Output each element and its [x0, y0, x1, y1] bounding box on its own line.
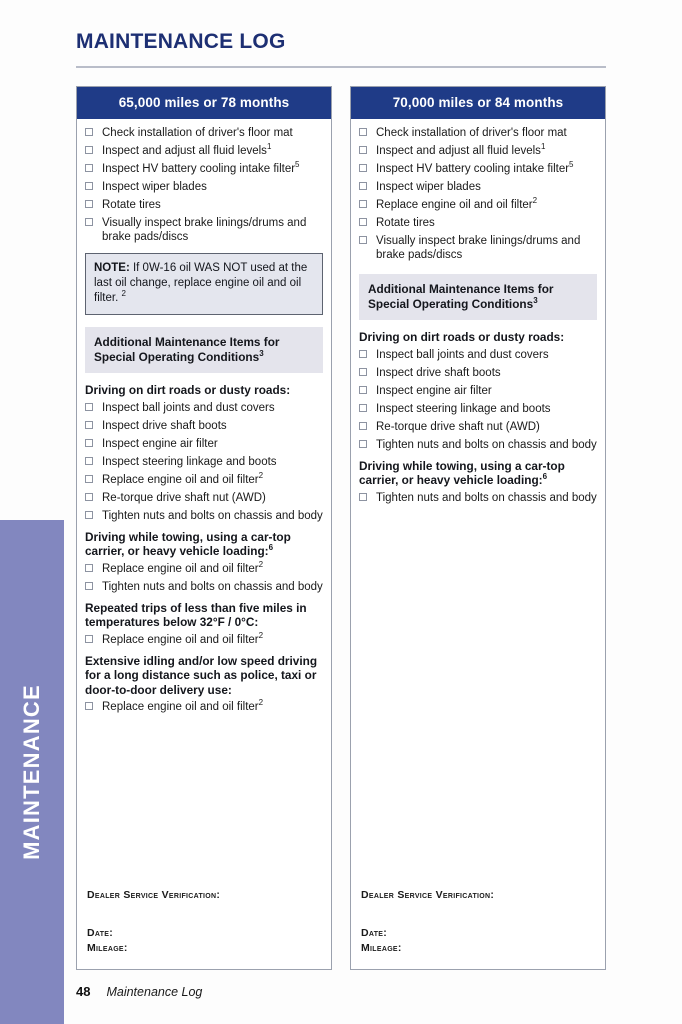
- checkbox-icon[interactable]: [85, 218, 93, 226]
- condition-heading-text: Driving on dirt roads or dusty roads:: [359, 330, 565, 344]
- checkbox-icon[interactable]: [359, 368, 367, 376]
- maintenance-column: [76, 86, 332, 970]
- checklist-item-label: Visually inspect brake linings/drums and brake pads/discs: [376, 235, 581, 261]
- checkbox-icon[interactable]: [85, 475, 93, 483]
- condition-heading-text: Driving while towing, using a car-top carrier, or heavy vehicle loading:: [359, 458, 565, 487]
- checkbox-icon[interactable]: [85, 403, 93, 411]
- note-text: If 0W-16 oil WAS NOT used at the last oil change, replace engine oil and oil filter.: [94, 262, 308, 304]
- condition-maintenance-list: [85, 700, 323, 714]
- checklist-item[interactable]: [85, 216, 323, 244]
- checkbox-icon[interactable]: [85, 146, 93, 154]
- checkbox-icon[interactable]: [85, 421, 93, 429]
- checklist-item-label: Inspect ball joints and dust covers: [102, 401, 275, 414]
- footer-page-number: 48: [76, 984, 91, 999]
- dealer-service-verification: [351, 889, 605, 969]
- checkbox-icon[interactable]: [85, 182, 93, 190]
- checklist-item-label: Inspect steering linkage and boots: [102, 455, 277, 468]
- special-conditions-title: Additional Maintenance Items for Special Operating Conditions: [94, 335, 280, 364]
- checklist-item[interactable]: Inspect HV battery cooling intake filter$^5$: [359, 162, 597, 176]
- condition-maintenance-list: [85, 401, 323, 523]
- checklist-item[interactable]: Replace engine oil and oil filter$^2$: [359, 198, 597, 212]
- checklist-item-label: Inspect and adjust all fluid levels: [102, 145, 267, 157]
- checklist-item-label: Inspect engine air filter: [376, 384, 492, 397]
- checklist-item[interactable]: [85, 437, 323, 451]
- special-conditions-band: Additional Maintenance Items for Special Operating Conditions$^3$: [359, 274, 597, 320]
- checkbox-icon[interactable]: [85, 493, 93, 501]
- checklist-item-label: Inspect ball joints and dust covers: [376, 348, 549, 361]
- checklist-item-label: Tighten nuts and bolts on chassis and body: [376, 491, 597, 504]
- page-title: MAINTENANCE LOG: [76, 30, 286, 53]
- checkbox-icon[interactable]: [359, 422, 367, 430]
- checklist-item-label: Tighten nuts and bolts on chassis and body: [102, 509, 323, 522]
- checklist-item[interactable]: Replace engine oil and oil filter$^2$: [85, 473, 323, 487]
- checklist-item-label: Check installation of driver's floor mat: [376, 127, 567, 139]
- checkbox-icon[interactable]: [359, 386, 367, 394]
- checklist-item[interactable]: [85, 126, 323, 140]
- checklist-item[interactable]: [359, 348, 597, 362]
- checklist-item-label: Inspect HV battery cooling intake filter: [102, 163, 296, 175]
- page-content: [76, 0, 682, 1024]
- checkbox-icon[interactable]: [85, 635, 93, 643]
- checklist-item-label: Inspect engine air filter: [102, 437, 218, 450]
- condition-maintenance-list: [85, 559, 323, 594]
- checklist-item[interactable]: [359, 366, 597, 380]
- checklist-item-label: Visually inspect brake linings/drums and brake pads/discs: [102, 217, 307, 243]
- checklist-item[interactable]: [359, 402, 597, 416]
- checklist-item[interactable]: Replace engine oil and oil filter$^2$: [85, 700, 323, 714]
- checklist-item[interactable]: [359, 491, 597, 505]
- condition-heading: [85, 654, 323, 698]
- condition-maintenance-list: [359, 348, 597, 452]
- checklist-item[interactable]: [85, 491, 323, 505]
- condition-heading-text: Extensive idling and/or low speed driving for a long distance such as police, taxi or door-to-door delivery use:: [85, 653, 318, 697]
- condition-heading: [85, 601, 323, 630]
- checkbox-icon[interactable]: [359, 493, 367, 501]
- condition-maintenance-list: [85, 630, 323, 647]
- checkbox-icon[interactable]: [85, 702, 93, 710]
- checkbox-icon[interactable]: [359, 182, 367, 190]
- checkbox-icon[interactable]: [85, 164, 93, 172]
- verification-title: Dealer Service Verification:: [361, 889, 495, 901]
- checklist-item-label: Re-torque drive shaft nut (AWD): [376, 420, 540, 433]
- verification-date-label[interactable]: Date:: [87, 927, 114, 939]
- maintenance-columns: [76, 86, 606, 970]
- condition-heading-text: Repeated trips of less than five miles in temperatures below 32°F / 0°C:: [85, 600, 307, 629]
- checkbox-icon[interactable]: [85, 457, 93, 465]
- special-conditions-band: Additional Maintenance Items for Special Operating Conditions$^3$: [85, 327, 323, 373]
- checkbox-icon[interactable]: [359, 404, 367, 412]
- column-body: [77, 119, 331, 889]
- checklist-item-label: Check installation of driver's floor mat: [102, 127, 293, 139]
- checkbox-icon[interactable]: [85, 564, 93, 572]
- checkbox-icon[interactable]: [85, 582, 93, 590]
- checkbox-icon[interactable]: [359, 164, 367, 172]
- checklist-item[interactable]: [85, 419, 323, 433]
- condition-heading: Driving while towing, using a car-top carrier, or heavy vehicle loading:$^6$: [359, 458, 565, 487]
- checklist-item[interactable]: [359, 438, 597, 452]
- checklist-item-label: Inspect wiper blades: [102, 181, 207, 193]
- condition-heading-text: Driving on dirt roads or dusty roads:: [85, 383, 291, 397]
- checklist-item[interactable]: Inspect HV battery cooling intake filter$^5$: [85, 162, 323, 176]
- condition-maintenance-list: [359, 491, 597, 505]
- checkbox-icon[interactable]: [85, 511, 93, 519]
- primary-maintenance-list: [359, 126, 597, 262]
- checklist-item[interactable]: [359, 126, 597, 140]
- checklist-item[interactable]: Inspect and adjust all fluid levels$^1$: [85, 144, 323, 158]
- checklist-item-label: Rotate tires: [376, 217, 435, 229]
- maintenance-column: [350, 86, 606, 970]
- checkbox-icon[interactable]: [359, 236, 367, 244]
- verification-date-label[interactable]: Date:: [361, 927, 388, 939]
- condition-heading: [85, 383, 323, 398]
- checklist-item[interactable]: Replace engine oil and oil filter$^2$: [85, 633, 323, 647]
- column-header: 70,000 miles or 84 months: [351, 87, 605, 119]
- special-conditions-title: Additional Maintenance Items for Special Operating Conditions: [368, 282, 554, 311]
- verification-title: Dealer Service Verification:: [87, 889, 221, 901]
- condition-heading: Driving while towing, using a car-top carrier, or heavy vehicle loading:$^6$: [85, 529, 291, 558]
- checklist-item-label: Replace engine oil and oil filter: [376, 199, 533, 211]
- checklist-item-label: Inspect wiper blades: [376, 181, 481, 193]
- title-divider: [76, 66, 606, 68]
- note-label: NOTE:: [94, 262, 130, 274]
- checklist-item-label: Inspect drive shaft boots: [376, 366, 501, 379]
- checklist-item-label: Tighten nuts and bolts on chassis and body: [102, 580, 323, 593]
- checklist-item[interactable]: Inspect and adjust all fluid levels$^1$: [359, 144, 597, 158]
- checkbox-icon[interactable]: [359, 200, 367, 208]
- checklist-item-label: Inspect and adjust all fluid levels: [376, 145, 541, 157]
- checklist-item[interactable]: [359, 420, 597, 434]
- checklist-item-label: Inspect drive shaft boots: [102, 419, 227, 432]
- checklist-item[interactable]: [85, 401, 323, 415]
- checklist-item[interactable]: [85, 580, 323, 594]
- checklist-item[interactable]: [85, 509, 323, 523]
- column-header: 65,000 miles or 78 months: [77, 87, 331, 119]
- condition-heading-text: Driving while towing, using a car-top carrier, or heavy vehicle loading:: [85, 529, 291, 558]
- checkbox-icon[interactable]: [359, 146, 367, 154]
- checklist-item[interactable]: [359, 216, 597, 230]
- section-tab-maintenance: [0, 520, 64, 1024]
- checklist-item-label: Rotate tires: [102, 199, 161, 211]
- page-footer: [76, 984, 202, 999]
- checkbox-icon[interactable]: [359, 128, 367, 136]
- verification-mileage-label[interactable]: Mileage:: [87, 942, 128, 954]
- checkbox-icon[interactable]: [85, 200, 93, 208]
- condition-heading: [359, 330, 597, 345]
- footer-section-label: Maintenance Log: [106, 985, 203, 999]
- checklist-item-label: Replace engine oil and oil filter: [102, 701, 259, 713]
- checklist-item-label: Inspect steering linkage and boots: [376, 402, 551, 415]
- column-body: [351, 119, 605, 889]
- checklist-item-label: Inspect HV battery cooling intake filter: [376, 163, 570, 175]
- checkbox-icon[interactable]: [359, 350, 367, 358]
- note-box: NOTE: If 0W-16 oil WAS NOT used at the last oil change, replace engine oil and oil filter. $^2$: [85, 253, 323, 315]
- checklist-item[interactable]: [359, 234, 597, 262]
- checkbox-icon[interactable]: [359, 440, 367, 448]
- checklist-item-label: Replace engine oil and oil filter: [102, 473, 259, 486]
- checkbox-icon[interactable]: [359, 218, 367, 226]
- checklist-item[interactable]: Replace engine oil and oil filter$^2$: [85, 562, 323, 576]
- checkbox-icon[interactable]: [85, 439, 93, 447]
- checklist-item[interactable]: [359, 180, 597, 194]
- checklist-item-label: Tighten nuts and bolts on chassis and body: [376, 438, 597, 451]
- checklist-item[interactable]: [85, 198, 323, 212]
- checklist-item[interactable]: [85, 455, 323, 469]
- checklist-item-label: Re-torque drive shaft nut (AWD): [102, 491, 266, 504]
- checklist-item-label: Replace engine oil and oil filter: [102, 562, 259, 575]
- dealer-service-verification: [77, 889, 331, 969]
- section-tab-label: MAINTENANCE: [19, 684, 44, 860]
- primary-maintenance-list: [85, 126, 323, 244]
- verification-mileage-label[interactable]: Mileage:: [361, 942, 402, 954]
- checklist-item[interactable]: [85, 180, 323, 194]
- checkbox-icon[interactable]: [85, 128, 93, 136]
- checklist-item[interactable]: [359, 384, 597, 398]
- checklist-item-label: Replace engine oil and oil filter: [102, 633, 259, 646]
